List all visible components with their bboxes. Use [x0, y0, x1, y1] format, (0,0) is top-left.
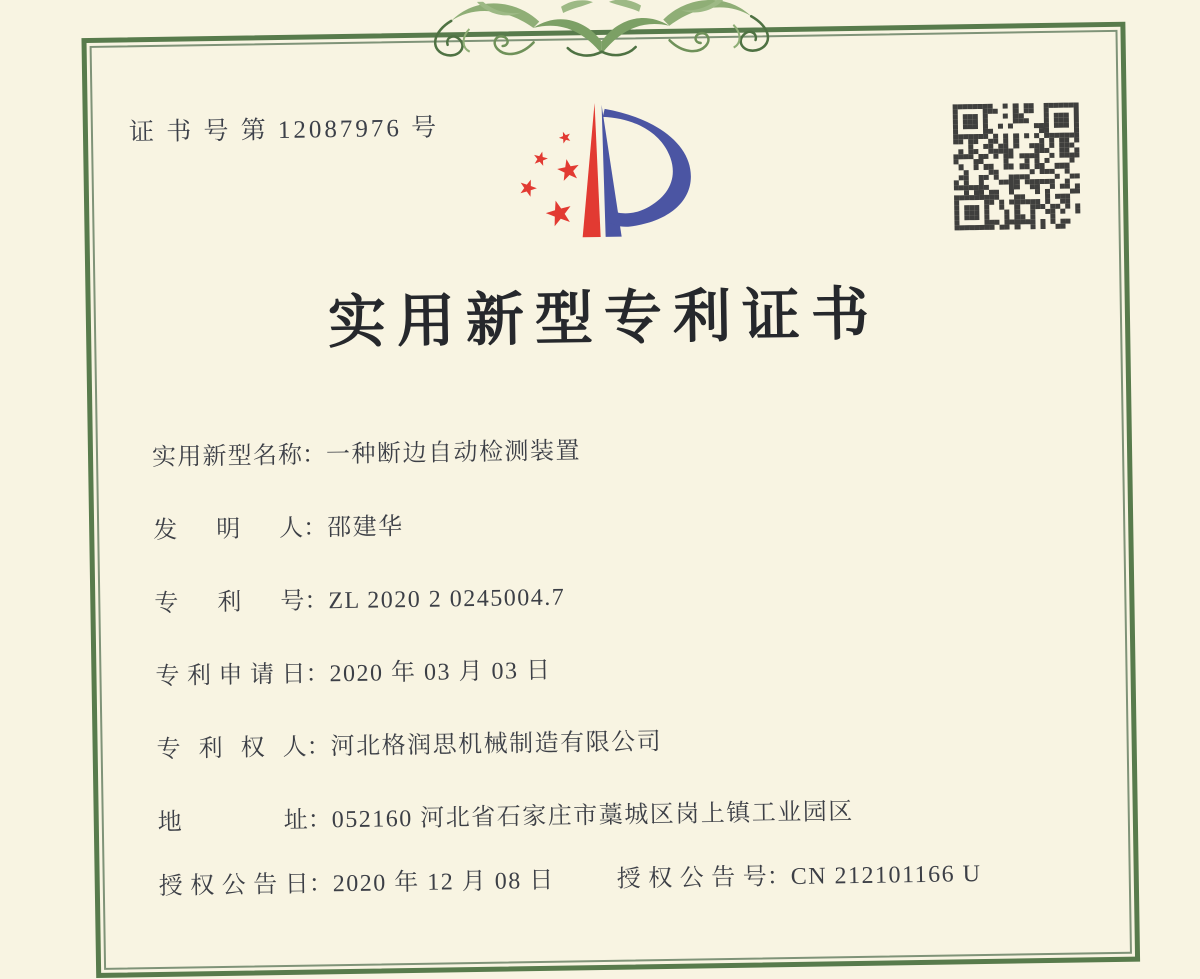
field-value: 一种断边自动检测装置: [325, 438, 582, 469]
field-value: CN 212101166 U: [790, 861, 982, 891]
field-value: 2020 年 12 月 08 日: [332, 867, 555, 898]
field-label: 实用新型名称: [151, 442, 303, 472]
field-label: 授权公告号: [616, 864, 767, 893]
label-colon: ：: [307, 807, 332, 834]
field-value: 河北格润思机械制造有限公司: [330, 729, 663, 761]
label-colon: ：: [306, 734, 331, 761]
certificate-title: 实用新型专利证书: [327, 281, 881, 356]
field-value: 邵建华: [326, 514, 404, 542]
label-colon: ：: [304, 588, 329, 615]
label-colon: ：: [766, 864, 791, 891]
label-colon: ：: [305, 661, 330, 688]
label-colon: ：: [302, 515, 328, 542]
field-value: ZL 2020 2 0245004.7: [328, 584, 566, 615]
field-label: 授权公告日: [158, 871, 309, 900]
cnipa-patent-logo-icon: [506, 93, 700, 248]
qr-code: [953, 102, 1081, 230]
field-value: 052160 河北省石家庄市藁城区岗上镇工业园区: [331, 799, 854, 834]
field-label: 发明人: [153, 515, 304, 545]
grant-number-group: [616, 853, 981, 894]
field-value: 2020 年 03 月 03 日: [329, 657, 552, 688]
field-label: 地址: [157, 807, 308, 836]
label-colon: ：: [308, 871, 333, 898]
label-colon: ：: [301, 442, 327, 469]
top-ornament-icon: [421, 0, 782, 61]
field-label: 专利号: [154, 588, 305, 618]
field-label: 专利申请日: [155, 661, 306, 691]
field-label: 专利权人: [156, 734, 307, 763]
certificate-number: 证 书 号 第 12087976 号: [128, 114, 440, 147]
